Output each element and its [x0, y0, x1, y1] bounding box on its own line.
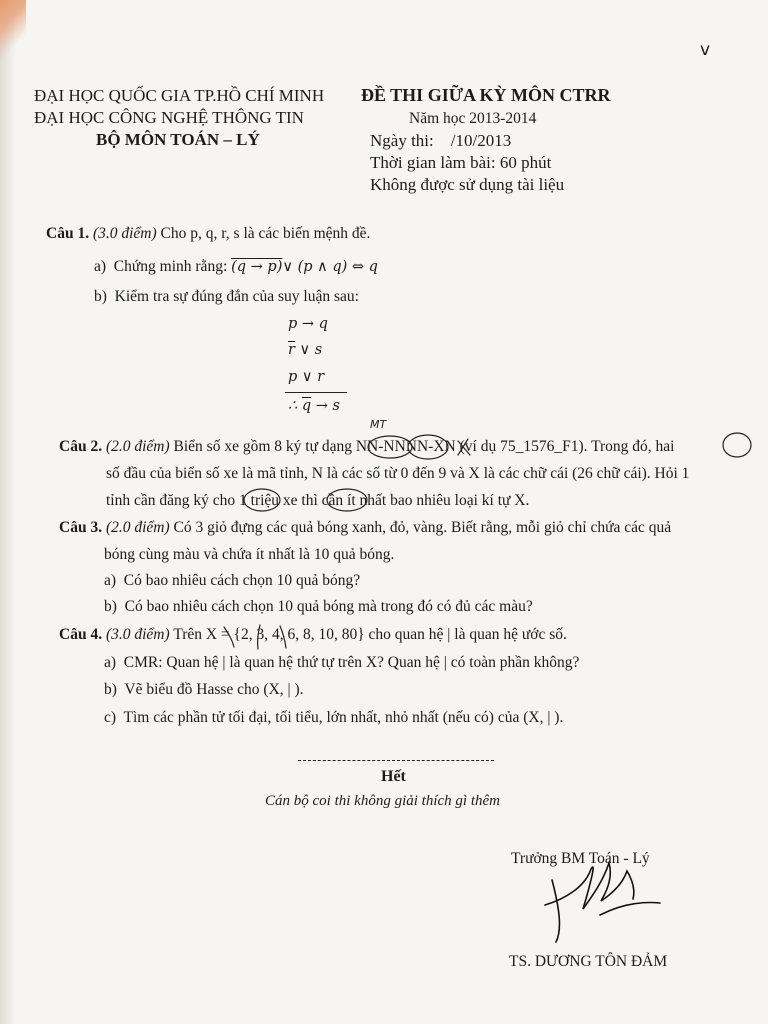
faculty-name: ĐẠI HỌC CÔNG NGHỆ THÔNG TIN	[34, 108, 304, 127]
question-2-line-3: tỉnh cần đăng ký cho 1 triệu xe thì cần ít nhất bao nhiêu loại kí tự X.	[106, 492, 530, 509]
signature	[545, 863, 660, 942]
question-1b-text: Kiểm tra sự đúng đắn của suy luận sau:	[114, 288, 359, 305]
premise-2-negated-r: $\overline{r}$	[288, 342, 295, 358]
question-1a-formula-rest: ∨ (p ∧ q) ⇔ q	[282, 259, 378, 275]
department-name: BỘ MÔN TOÁN – LÝ	[96, 130, 260, 149]
question-3-text-1: Có 3 giỏ đựng các quả bóng xanh, đỏ, vàng. Biết rằng, mỗi giỏ chỉ chứa các quả	[173, 519, 672, 536]
question-3-label: Câu 3.	[59, 519, 103, 536]
question-1-text: Cho p, q, r, s là các biến mệnh đề.	[160, 225, 371, 242]
therefore-symbol: ∴	[288, 398, 302, 414]
question-4b-text: Vẽ biểu đồ Hasse cho (X, | ).	[124, 681, 304, 698]
question-2-text-1: Biển số xe gồm 8 ký tự dạng NN-NNNN-XN (ví dụ 75_1576_F1). Trong đó, hai	[173, 438, 675, 455]
circle-mark-nn	[368, 436, 412, 458]
question-4-text: Trên X = {2, 3, 4, 6, 8, 10, 80} cho quan hệ | là quan hệ ước số.	[173, 626, 567, 643]
circle-mark-hai	[723, 433, 751, 457]
question-3-line-2: bóng cùng màu và chứa ít nhất là 10 quả bóng.	[104, 546, 395, 563]
question-1a-label: a)	[94, 258, 107, 275]
premise-1: p → q	[288, 316, 328, 332]
question-2-line-2: số đầu của biển số xe là mã tỉnh, N là các số từ 0 đến 9 và X là các chữ cái (26 chữ cái). Hỏi 1	[106, 465, 690, 482]
circle-mark-it-nhat	[327, 489, 367, 511]
question-1a-formula-negated: (q → p)	[231, 259, 283, 275]
handwritten-note-mt: MT	[370, 418, 387, 431]
corner-check-mark: v	[700, 40, 711, 60]
question-4c-label: c)	[104, 709, 117, 726]
strike-marks-set	[224, 625, 286, 649]
exam-title: ĐỀ THI GIỮA KỲ MÔN CTRR	[361, 85, 611, 105]
question-1-points: (3.0 điểm)	[92, 225, 157, 242]
question-4a-label: a)	[104, 654, 117, 671]
question-3a-label: a)	[104, 572, 117, 589]
conclusion-rest: → s	[311, 398, 340, 414]
question-2-points: (2.0 điểm)	[105, 438, 170, 455]
question-3b-label: b)	[104, 598, 117, 615]
question-4a-text: CMR: Quan hệ | là quan hệ thứ tự trên X? Quan hệ | có toàn phần không?	[123, 654, 580, 671]
question-2-label: Câu 2.	[59, 438, 103, 455]
proctor-note: Cán bộ coi thi không giải thích gì thêm	[265, 793, 500, 809]
question-3b-text: Có bao nhiêu cách chọn 10 quả bóng mà trong đó có đủ các màu?	[124, 598, 533, 615]
question-1-label: Câu 1.	[46, 225, 90, 242]
signer-name: TS. DƯƠNG TÔN ĐẢM	[509, 953, 668, 970]
question-1a-text: Chứng minh rằng:	[113, 258, 228, 275]
exam-rule: Không được sử dụng tài liệu	[370, 175, 565, 194]
question-4c-text: Tìm các phần tử tối đại, tối tiểu, lớn nhất, nhỏ nhất (nếu có) của (X, | ).	[123, 709, 564, 726]
premise-2-rest: ∨ s	[294, 342, 323, 358]
exam-duration: Thời gian làm bài: 60 phút	[370, 153, 552, 172]
circle-mark-nnnn	[408, 435, 448, 459]
question-4b-label: b)	[104, 681, 117, 698]
signer-title: Trưởng BM Toán - Lý	[511, 850, 650, 867]
university-name: ĐẠI HỌC QUỐC GIA TP.HỒ CHÍ MINH	[34, 86, 325, 105]
cross-mark-xn	[458, 439, 470, 455]
question-3-points: (2.0 điểm)	[105, 519, 170, 536]
end-marker: Hết	[381, 768, 406, 785]
question-4-points: (3.0 điểm)	[105, 626, 170, 643]
exam-date: Ngày thi: /10/2013	[370, 131, 512, 150]
school-year: Năm học 2013-2014	[409, 110, 537, 127]
question-3a-text: Có bao nhiêu cách chọn 10 quả bóng?	[123, 572, 361, 589]
conclusion-negated-q: $\overline{q}$	[301, 398, 312, 414]
circle-mark-trieu	[244, 489, 280, 511]
question-4-label: Câu 4.	[59, 626, 103, 643]
premise-3: p ∨ r	[288, 369, 325, 385]
question-1b-label: b)	[94, 288, 107, 305]
